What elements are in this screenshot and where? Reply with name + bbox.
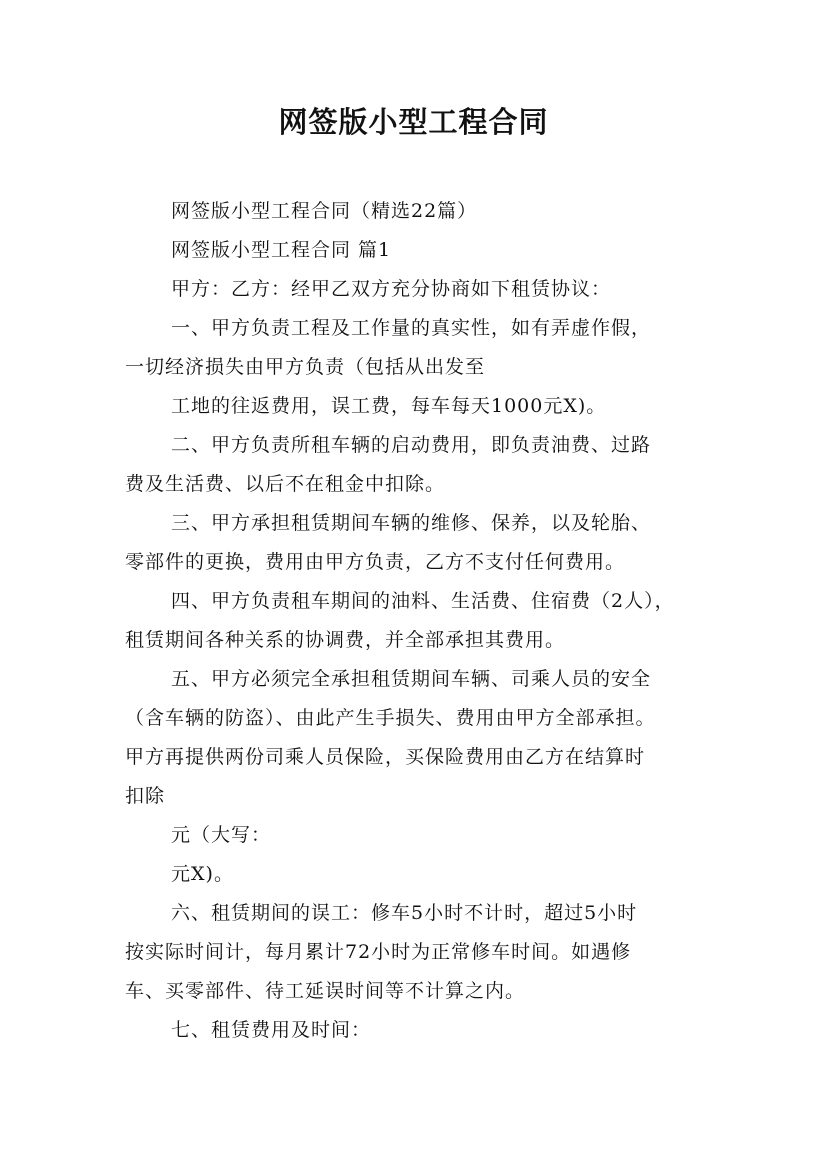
paragraph-line: 四、甲方负责租车期间的油料、生活费、住宿费（2人）， xyxy=(171,590,675,612)
document-title: 网签版小型工程合同 xyxy=(278,105,549,139)
paragraph-line: 扣除 xyxy=(125,785,166,807)
paragraph-line: （含车辆的防盗）、由此产生手损失、费用由甲方全部承担。 xyxy=(125,707,656,729)
paragraph-line: 元（大写： xyxy=(171,824,272,846)
paragraph-line: 甲方：乙方：经甲乙双方充分协商如下租赁协议： xyxy=(171,278,612,300)
section-heading: 网签版小型工程合同 篇1 xyxy=(171,239,392,261)
subtitle-line: 网签版小型工程合同（精选22篇） xyxy=(171,200,478,222)
paragraph-line: 工地的往返费用，误工费，每车每天1000元X)。 xyxy=(171,395,607,417)
paragraph-line: 元X)。 xyxy=(171,863,234,885)
paragraph-line: 三、甲方承担租赁期间车辆的维修、保养，以及轮胎、 xyxy=(171,512,652,534)
paragraph-line: 一、甲方负责工程及工作量的真实性，如有弄虚作假， xyxy=(171,317,652,339)
paragraph-line: 二、甲方负责所租车辆的启动费用，即负责油费、过路 xyxy=(171,434,652,456)
paragraph-line: 按实际时间计，每月累计72小时为正常修车时间。如遇修 xyxy=(125,941,632,963)
paragraph-line: 六、租赁期间的误工：修车5小时不计时，超过5小时 xyxy=(171,902,638,924)
paragraph-line: 七、租赁费用及时间： xyxy=(171,1019,372,1041)
paragraph-line: 一切经济损失由甲方负责（包括从出发至 xyxy=(125,356,486,378)
paragraph-line: 五、甲方必须完全承担租赁期间车辆、司乘人员的安全 xyxy=(171,668,652,690)
paragraph-line: 车、买零部件、待工延误时间等不计算之内。 xyxy=(125,980,526,1002)
paragraph-line: 甲方再提供两份司乘人员保险，买保险费用由乙方在结算时 xyxy=(125,746,646,768)
paragraph-line: 零部件的更换，费用由甲方负责，乙方不支付任何费用。 xyxy=(125,551,626,573)
paragraph-line: 租赁期间各种关系的协调费，并全部承担其费用。 xyxy=(125,629,566,651)
paragraph-line: 费及生活费、以后不在租金中扣除。 xyxy=(125,473,446,495)
